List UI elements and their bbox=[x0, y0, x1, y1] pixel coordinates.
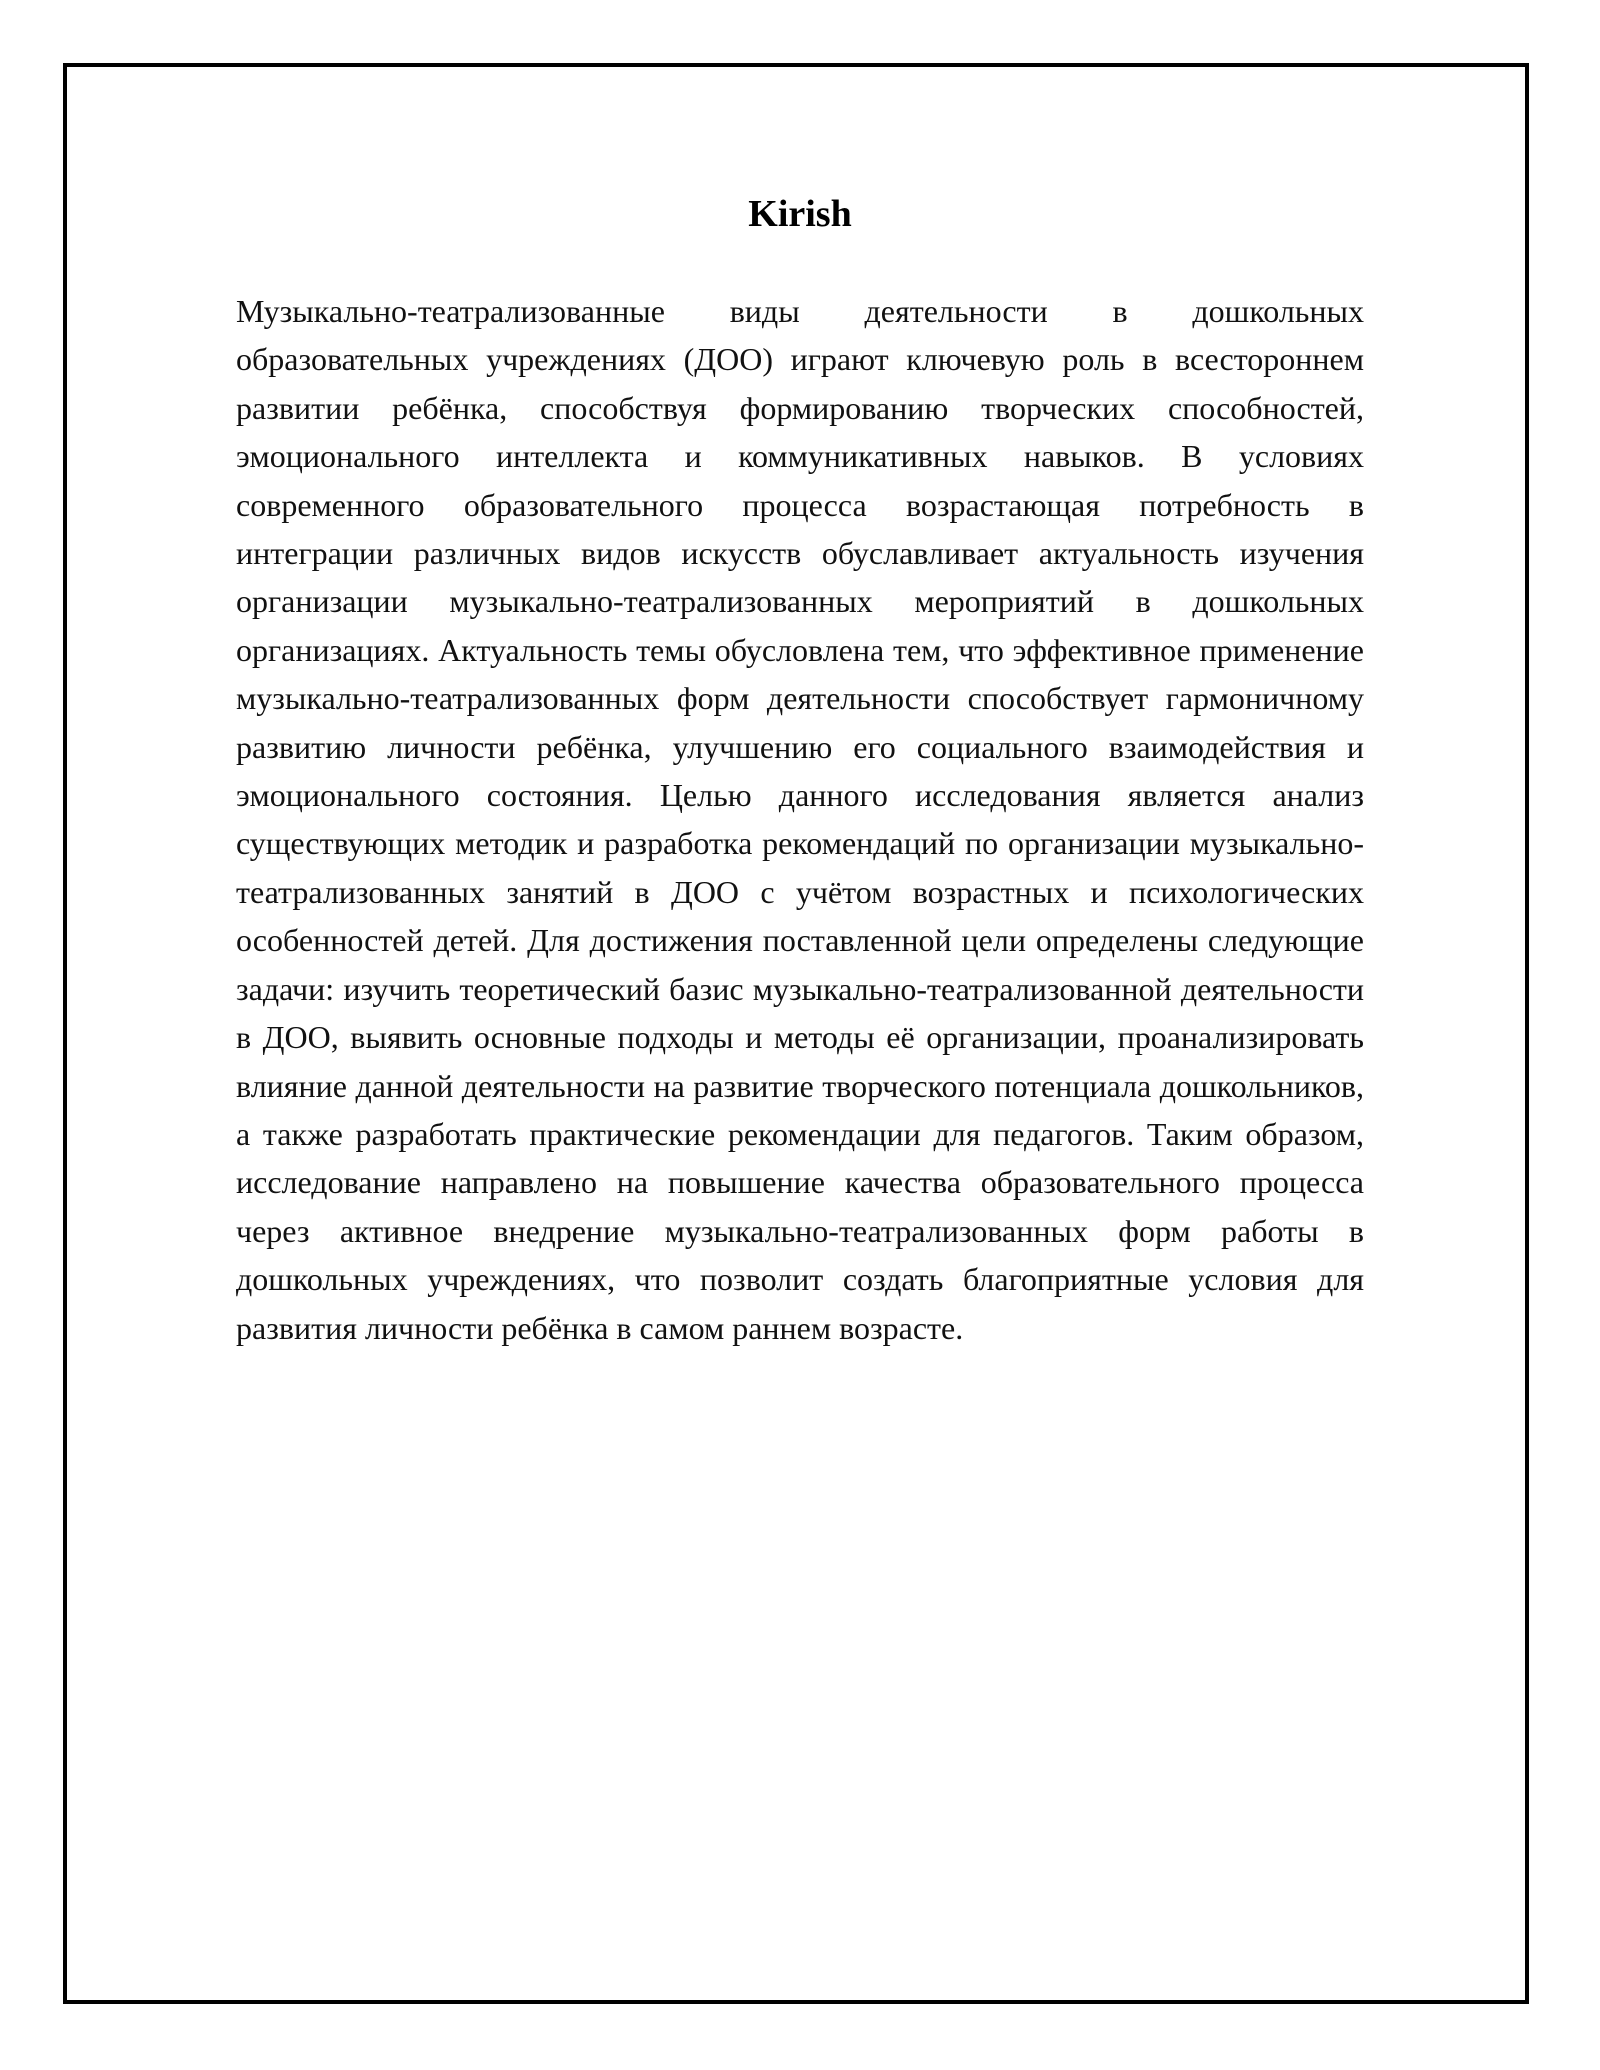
document-paragraph: Музыкально-театрализованные виды деятельности в дошкольных образовательных учреждениях (ДОО) играют ключевую роль в всестороннем развитии ребёнка, способствуя формированию творческих способностей, эмоционального интеллекта и коммуникативных навыков. В условиях современного образовательного процесса возрастающая потребность в интеграции различных видов искусств обуславливает актуальность изучения организации музыкально-театрализованных мероприятий в дошкольных организациях. Актуальность темы обусловлена тем, что эффективное применение музыкально-театрализованных форм деятельности способствует гармоничному развитию личности ребёнка, улучшению его социального взаимодействия и эмоционального состояния. Целью данного исследования является анализ существующих методик и разработка рекомендаций по организации музыкально-театрализованных занятий в ДОО с учётом возрастных и психологических особенностей детей. Для достижения поставленной цели определены следующие задачи: изучить теоретический базис музыкально-театрализованной деятельности в ДОО, выявить основные подходы и методы её организации, проанализировать влияние данной деятельности на развитие творческого потенциала дошкольников, а также разработать практические рекомендации для педагогов. Таким образом, исследование направлено на повышение качества образовательного процесса через активное внедрение музыкально-театрализованных форм работы в дошкольных учреждениях, что позволит создать благоприятные условия для развития личности ребёнка в самом раннем возрасте. bbox=[236, 293, 1364, 1346]
document-title: Kirish bbox=[748, 193, 852, 235]
document-body bbox=[236, 186, 1364, 1352]
